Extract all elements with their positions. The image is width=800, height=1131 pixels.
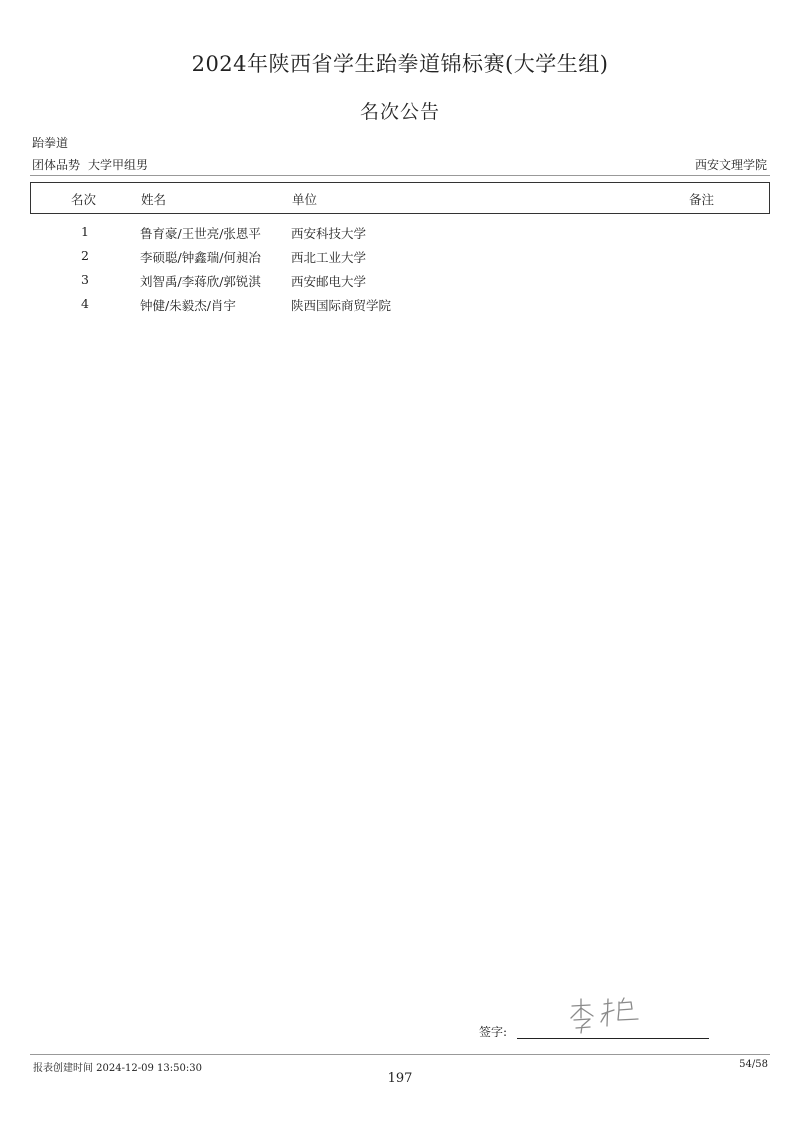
header-rank: 名次 (71, 192, 97, 207)
row-names: 鲁育豪/王世亮/张恩平 (140, 226, 261, 241)
group-label: 大学甲组男 (88, 158, 149, 172)
results-table (30, 222, 770, 318)
page-number: 197 (387, 1071, 413, 1086)
header-note: 备注 (689, 192, 715, 207)
event-label: 团体品势 (32, 158, 81, 172)
row-rank: 2 (81, 248, 89, 263)
row-rank: 3 (81, 272, 89, 287)
handwritten-signature (564, 996, 644, 1036)
table-row (30, 270, 770, 294)
row-names: 钟健/朱毅杰/肖宇 (140, 298, 236, 313)
signature-line (517, 1038, 709, 1039)
row-unit: 陕西国际商贸学院 (291, 298, 392, 313)
page-subtitle: 名次公告 (359, 101, 440, 123)
row-unit: 西北工业大学 (291, 250, 367, 265)
row-names: 李硕聪/钟鑫瑞/何昶冶 (140, 250, 261, 265)
signature-label: 签字: (479, 1025, 508, 1039)
page-title: 2024年陕西省学生跆拳道锦标赛(大学生组) (191, 52, 609, 76)
table-row (30, 246, 770, 270)
event-info (32, 156, 148, 173)
row-rank: 1 (81, 224, 89, 239)
table-row (30, 294, 770, 318)
sport-label: 跆拳道 (32, 136, 69, 150)
top-divider (30, 175, 770, 176)
row-rank: 4 (81, 296, 89, 311)
host-label: 西安文理学院 (694, 158, 767, 172)
row-names: 刘智禹/李蒋欣/郭锐淇 (140, 274, 261, 289)
table-row (30, 222, 770, 246)
bottom-divider (30, 1054, 770, 1055)
header-name: 姓名 (141, 192, 167, 207)
page-count: 54/58 (739, 1059, 768, 1070)
row-unit: 西安科技大学 (291, 226, 367, 241)
row-unit: 西安邮电大学 (291, 274, 367, 289)
report-created-time: 报表创建时间 2024-12-09 13:50:30 (33, 1063, 202, 1074)
header-unit: 单位 (292, 192, 318, 207)
table-header (30, 182, 770, 214)
